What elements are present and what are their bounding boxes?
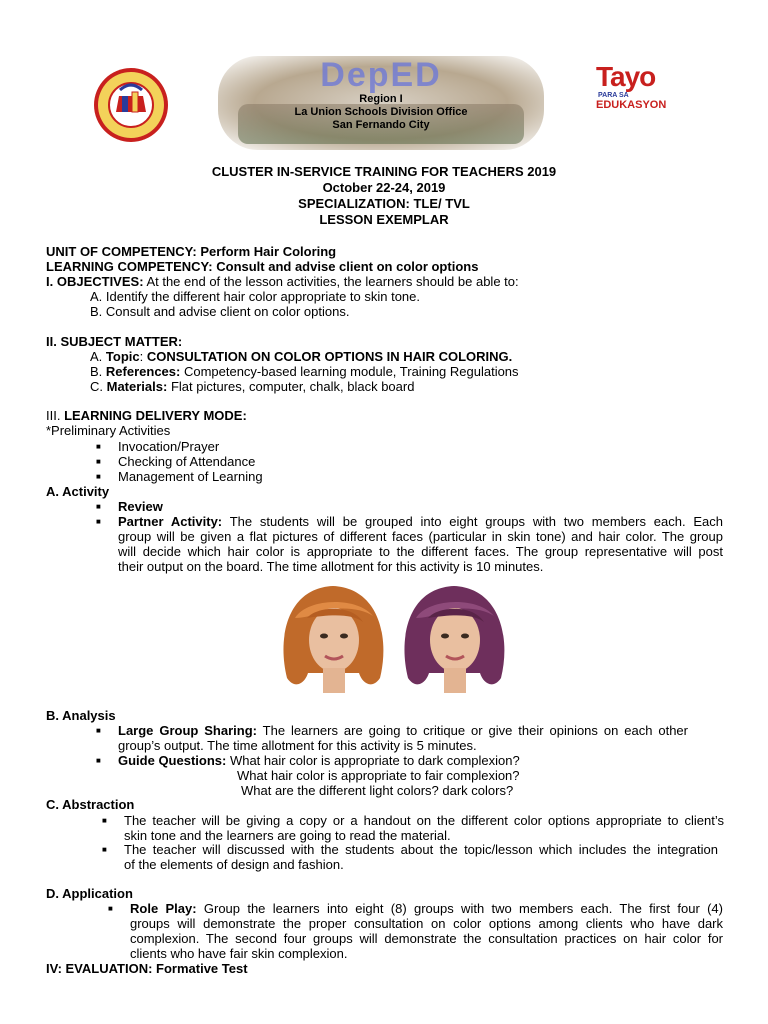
copper-hair-photo <box>277 578 390 693</box>
title-line-1: CLUSTER IN-SERVICE TRAINING FOR TEACHERS 2019 <box>211 164 557 179</box>
role-play-line-3: complexion. The second four groups will demonstrate the consultation practices on hair color for <box>130 931 723 946</box>
partner-line-4: their output on the board. The time allotment for this activity is 10 minutes. <box>118 559 544 574</box>
activity-review: Review <box>118 499 163 514</box>
abstraction-heading: C. Abstraction <box>46 797 135 812</box>
guide-q3: What are the different light colors? dark colors? <box>241 783 514 798</box>
bullet-icon: ■ <box>108 904 113 913</box>
activity-heading: A. Activity <box>46 484 110 499</box>
mat-value: Flat pictures, computer, chalk, black board <box>167 379 415 394</box>
subject-references <box>90 364 519 379</box>
guide-q1: What hair color is appropriate to dark complexion? <box>226 753 520 768</box>
abstraction-item-1-line-2: skin tone and the learners are going to read the material. <box>124 828 451 843</box>
bullet-icon: ■ <box>96 472 101 481</box>
bullet-icon: ■ <box>102 816 107 825</box>
unit-of-competency <box>46 244 336 259</box>
role-play-line-4: clients who have fair skin complexion. <box>130 946 348 961</box>
topic-colon: : <box>139 349 147 364</box>
role-play <box>130 901 723 961</box>
role-play-line-1 <box>130 901 723 916</box>
application-heading: D. Application <box>46 886 133 901</box>
mat-label: Materials: <box>106 379 168 394</box>
objective-a: A. Identify the different hair color appropriate to skin tone. <box>90 289 421 304</box>
abstraction-item-2-line-1: The teacher will discussed with the students about the topic/lesson which includes the integration <box>124 842 718 857</box>
abstraction-item-1 <box>124 813 724 843</box>
learning-competency <box>46 259 478 274</box>
deped-seal <box>92 66 170 144</box>
evaluation-heading: IV: EVALUATION: Formative Test <box>46 961 248 976</box>
bullet-icon: ■ <box>96 442 101 451</box>
analysis-heading: B. Analysis <box>46 708 116 723</box>
unit-value: Perform Hair Coloring <box>200 244 337 259</box>
bullet-icon: ■ <box>96 502 101 511</box>
tayo-sub1: PARA SA <box>598 92 629 99</box>
tayo-logo <box>594 62 690 112</box>
bullet-icon: ■ <box>96 726 101 735</box>
objectives-intro: At the end of the lesson activities, the learners should be able to: <box>146 274 519 289</box>
topic-label: Topic <box>105 349 140 364</box>
prelim-item: Invocation/Prayer <box>118 439 220 454</box>
topic-value: CONSULTATION ON COLOR OPTIONS IN HAIR COLORING. <box>146 349 513 364</box>
prelim-item: Management of Learning <box>118 469 263 484</box>
mat-prefix: C. <box>90 379 107 394</box>
partner-line-1-text: The students will be grouped into eight groups with two members each. Each <box>222 514 724 529</box>
partner-line-1 <box>118 514 723 529</box>
sharing-line-1 <box>118 723 688 738</box>
partner-activity <box>118 514 723 574</box>
bullet-icon: ■ <box>96 756 101 765</box>
title-line-3: SPECIALIZATION: TLE/ TVL <box>298 196 470 211</box>
ref-value: Competency-based learning module, Training Regulations <box>180 364 519 379</box>
learning-label: LEARNING COMPETENCY: <box>46 259 213 274</box>
objectives-label: I. OBJECTIVES: <box>46 274 144 289</box>
abstraction-item-2 <box>124 842 718 872</box>
role-play-line-2: groups will demonstrate the proper consultation on color options among clients who have dark <box>130 916 723 931</box>
ref-prefix: B. <box>90 364 106 379</box>
sharing-line-1-text: The learners are going to critique or give their opinions on each other <box>256 723 688 738</box>
prelim-item: Checking of Attendance <box>118 454 256 469</box>
guide-label: Guide Questions: <box>118 753 227 768</box>
unit-label: UNIT OF COMPETENCY: <box>46 244 197 259</box>
violet-hair-photo <box>398 578 511 693</box>
guide-q2: What hair color is appropriate to fair complexion? <box>237 768 520 783</box>
topic-prefix: A. <box>90 349 106 364</box>
deped-wordmark: DepED <box>320 56 442 94</box>
guide-questions <box>118 753 520 768</box>
deped-banner <box>218 56 544 150</box>
tayo-wordmark: Tayo <box>596 61 656 92</box>
objective-b: B. Consult and advise client on color options. <box>90 304 350 319</box>
subject-materials <box>90 379 414 394</box>
large-group-sharing <box>118 723 688 753</box>
partner-label: Partner Activity: <box>118 514 223 529</box>
subject-matter-heading: II. SUBJECT MATTER: <box>46 334 183 349</box>
tayo-sub2: EDUKASYON <box>596 99 667 111</box>
sharing-label: Large Group Sharing: <box>118 723 257 738</box>
subject-topic <box>90 349 512 364</box>
title-line-2: October 22-24, 2019 <box>322 180 446 195</box>
partner-line-2: group will be given a flat pictures of different faces (particular in skin tone) and hair color. The group <box>118 529 723 544</box>
bullet-icon: ■ <box>102 845 107 854</box>
objectives <box>46 274 519 289</box>
banner-region: Region I <box>359 93 403 105</box>
learning-value: Consult and advise client on color options <box>216 259 479 274</box>
bullet-icon: ■ <box>96 457 101 466</box>
delivery-heading <box>46 408 247 423</box>
bullet-icon: ■ <box>96 517 101 526</box>
preliminary-activities: *Preliminary Activities <box>46 423 171 438</box>
abstraction-item-1-line-1: The teacher will be giving a copy or a handout on the different color options appropriate to client’s <box>124 813 724 828</box>
role-play-line-1-text: Group the learners into eight (8) groups with two members each. The first four (4) <box>196 901 723 916</box>
title-line-4: LESSON EXEMPLAR <box>319 212 449 227</box>
banner-city: San Fernando City <box>332 119 430 131</box>
delivery-label: LEARNING DELIVERY MODE: <box>64 408 247 423</box>
role-play-label: Role Play: <box>130 901 197 916</box>
abstraction-item-2-line-2: of the elements of design and fashion. <box>124 857 344 872</box>
sharing-line-2: group’s output. The time allotment for this activity is 5 minutes. <box>118 738 477 753</box>
banner-division: La Union Schools Division Office <box>294 106 468 118</box>
ref-label: References: <box>105 364 181 379</box>
partner-line-3: will decide which hair color is appropriate to the different faces. The group representative will post <box>118 544 723 559</box>
delivery-roman: III. <box>46 408 65 423</box>
